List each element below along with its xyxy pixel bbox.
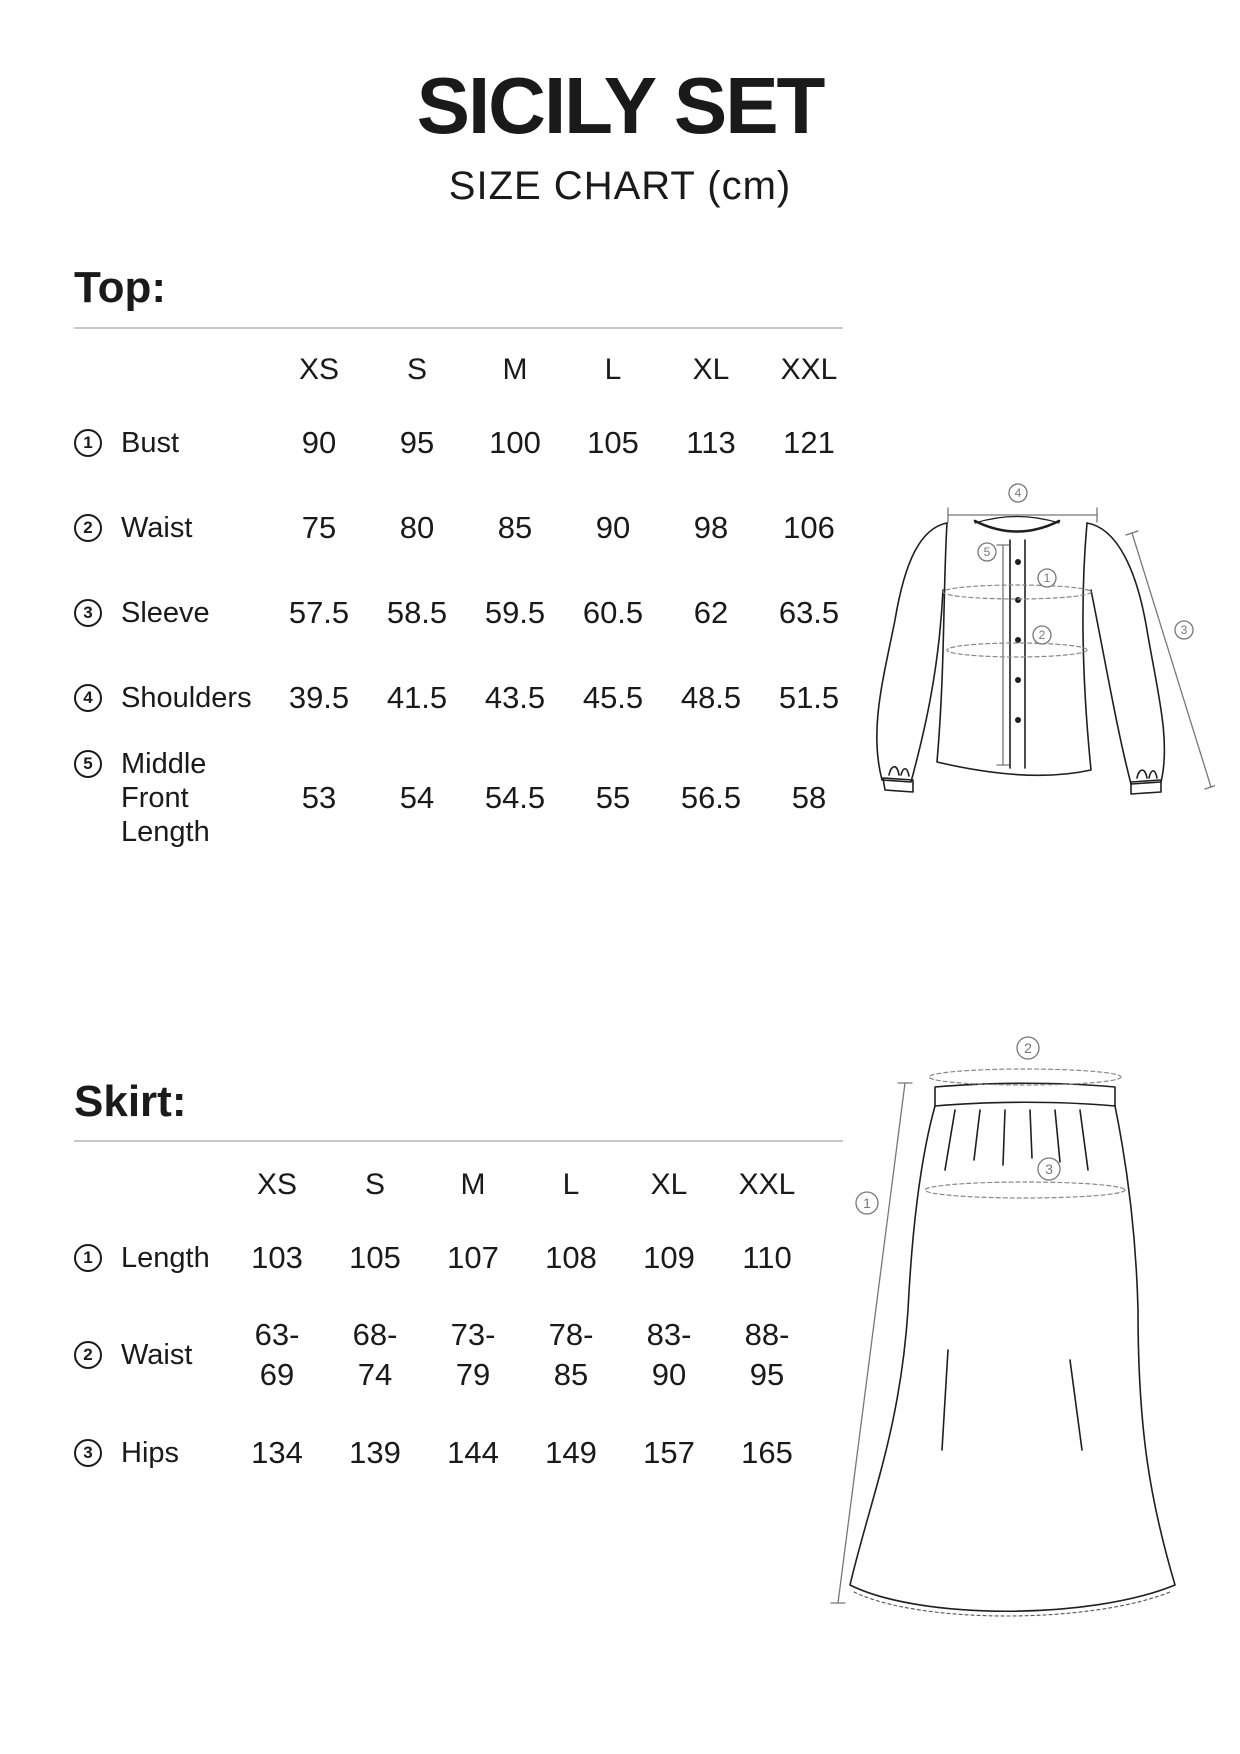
measurement-label: Sleeve <box>121 596 210 629</box>
size-value: 100 <box>489 424 541 460</box>
measurement-label: Middle Front Length <box>121 747 210 848</box>
size-value: 157 <box>643 1434 695 1470</box>
number-badge: 5 <box>74 750 102 778</box>
size-value: 85 <box>497 509 533 545</box>
size-header-s: S <box>364 1168 385 1201</box>
shoulder-measure-line <box>948 508 1097 522</box>
size-value: 41.5 <box>386 679 448 715</box>
size-value: 90 <box>595 509 631 545</box>
size-value: 105 <box>587 424 639 460</box>
measurement-label: Waist <box>121 511 193 544</box>
table-row <box>74 740 858 855</box>
size-value: 103 <box>251 1239 303 1275</box>
measurement-label: Shoulders <box>121 681 252 714</box>
skirt-section-heading: Skirt: <box>74 1077 187 1126</box>
size-header-xxl: XXL <box>780 353 838 386</box>
size-value: 107 <box>447 1239 499 1275</box>
size-value: 144 <box>447 1434 499 1470</box>
size-header-xs: XS <box>256 1168 298 1201</box>
top-neckline <box>975 521 1059 532</box>
number-badge: 1 <box>74 429 102 457</box>
right-sleeve-outline <box>1087 523 1164 784</box>
size-value: 51.5 <box>778 679 840 715</box>
size-value: 63- 69 <box>254 1317 300 1392</box>
size-value: 57.5 <box>288 594 350 630</box>
top-size-table <box>74 340 858 855</box>
measurement-label: Hips <box>121 1436 180 1469</box>
size-value: 48.5 <box>680 679 742 715</box>
size-value: 56.5 <box>680 779 742 815</box>
skirt-section-divider <box>74 1140 843 1142</box>
size-value: 45.5 <box>582 679 644 715</box>
marker-label-4: 4 <box>1014 486 1022 500</box>
size-value: 113 <box>686 424 736 460</box>
table-row <box>74 400 858 485</box>
size-header-xs: XS <box>298 353 340 386</box>
size-value: 78- 85 <box>548 1317 594 1392</box>
measurement-label: Length <box>121 1241 210 1274</box>
number-badge: 4 <box>74 684 102 712</box>
marker-label-1: 1 <box>863 1195 871 1211</box>
size-value: 88- 95 <box>744 1317 790 1392</box>
size-value: 139 <box>349 1434 401 1470</box>
size-value: 62 <box>693 594 729 630</box>
size-value: 90 <box>301 424 337 460</box>
size-header-xl: XL <box>692 353 730 386</box>
size-value: 106 <box>783 509 835 545</box>
size-value: 95 <box>399 424 435 460</box>
sleeve-measure-line <box>1126 531 1215 789</box>
size-value: 58 <box>791 779 827 815</box>
measurement-label: Bust <box>121 426 180 459</box>
table-row <box>74 1300 816 1410</box>
size-value: 149 <box>545 1434 597 1470</box>
size-value: 60.5 <box>582 594 644 630</box>
length-measure-line <box>831 1083 912 1603</box>
size-value: 58.5 <box>386 594 448 630</box>
size-value: 75 <box>301 509 337 545</box>
size-value: 165 <box>741 1434 793 1470</box>
size-value: 105 <box>349 1239 401 1275</box>
size-value: 68- 74 <box>352 1317 398 1392</box>
top-section-divider <box>74 327 843 329</box>
size-value: 121 <box>783 424 835 460</box>
size-value: 134 <box>251 1434 303 1470</box>
waist-measure-ellipse <box>947 643 1087 657</box>
size-value: 109 <box>643 1239 695 1275</box>
marker-label-3: 3 <box>1180 623 1188 637</box>
front-length-measure-line <box>997 545 1009 765</box>
top-size-header-row <box>74 340 858 400</box>
size-header-xxl: XXL <box>738 1168 796 1201</box>
table-row <box>74 570 858 655</box>
number-badge: 2 <box>74 514 102 542</box>
marker-label-3: 3 <box>1045 1161 1053 1177</box>
page-subtitle: SIZE CHART (cm) <box>448 164 792 208</box>
number-badge: 1 <box>74 1244 102 1272</box>
size-value: 83- 90 <box>646 1317 692 1392</box>
size-value: 110 <box>742 1239 792 1275</box>
marker-label-5: 5 <box>983 545 991 559</box>
table-row <box>74 485 858 570</box>
size-value: 59.5 <box>484 594 546 630</box>
number-badge: 2 <box>74 1341 102 1369</box>
header-blank <box>74 1155 228 1215</box>
size-value: 98 <box>693 509 729 545</box>
size-value: 73- 79 <box>450 1317 496 1392</box>
size-value: 55 <box>595 779 631 815</box>
marker-label-1: 1 <box>1043 571 1051 585</box>
marker-label-2: 2 <box>1038 628 1046 642</box>
left-sleeve-outline <box>877 523 947 782</box>
header-blank <box>74 340 270 400</box>
number-badge: 3 <box>74 599 102 627</box>
table-row <box>74 655 858 740</box>
size-header-l: L <box>562 1168 580 1201</box>
size-value: 80 <box>399 509 435 545</box>
size-value: 63.5 <box>778 594 840 630</box>
top-section-heading: Top: <box>74 263 167 312</box>
size-header-l: L <box>604 353 622 386</box>
measurement-label: Waist <box>121 1339 193 1371</box>
top-garment-illustration <box>855 480 1215 820</box>
size-header-xl: XL <box>650 1168 688 1201</box>
table-row <box>74 1215 816 1300</box>
button-row <box>1015 559 1021 723</box>
number-badge: 3 <box>74 1439 102 1467</box>
size-value: 43.5 <box>484 679 546 715</box>
hips-measure-ellipse <box>925 1182 1125 1198</box>
bust-measure-ellipse <box>943 585 1091 599</box>
size-value: 54.5 <box>484 779 546 815</box>
table-row <box>74 1410 816 1495</box>
size-header-m: M <box>502 353 528 386</box>
size-value: 39.5 <box>288 679 350 715</box>
skirt-size-table <box>74 1155 816 1495</box>
size-value: 53 <box>301 779 337 815</box>
size-value: 108 <box>545 1239 597 1275</box>
size-header-s: S <box>406 353 427 386</box>
skirt-garment-illustration <box>820 1030 1200 1630</box>
size-value: 54 <box>399 779 435 815</box>
size-header-m: M <box>460 1168 486 1201</box>
skirt-size-header-row <box>74 1155 816 1215</box>
page-title: SICILY SET <box>416 61 824 150</box>
top-body-outline <box>937 523 1091 775</box>
skirt-waistband <box>935 1083 1115 1106</box>
marker-label-2: 2 <box>1024 1040 1032 1056</box>
